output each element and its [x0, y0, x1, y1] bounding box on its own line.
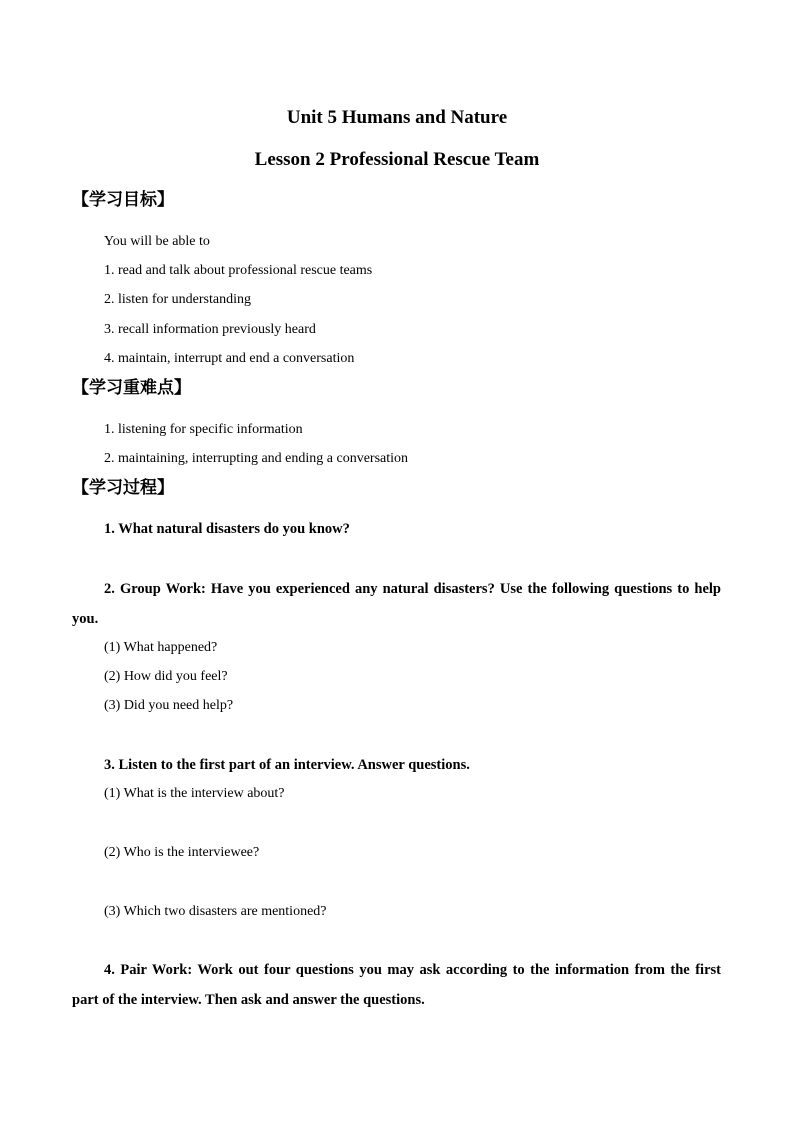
objective-item: 2. listen for understanding — [104, 292, 251, 307]
question-2-text: 2. Group Work: Have you experienced any natural disasters? Use the following questions to help you. — [72, 581, 721, 627]
document-title: Unit 5 Humans and Nature — [286, 107, 508, 128]
question-2 — [72, 574, 721, 634]
question-4-text: 4. Pair Work: Work out four questions you may ask according to the information from the first part of the interview. Then ask and answer the questions. — [72, 962, 721, 1008]
question-3: 3. Listen to the first part of an interview. Answer questions. — [104, 757, 470, 773]
question-2-item: (1) What happened? — [104, 640, 218, 655]
question-1: 1. What natural disasters do you know? — [104, 521, 350, 537]
question-3-item: (2) Who is the interviewee? — [104, 845, 260, 860]
objective-item: 4. maintain, interrupt and end a conversation — [104, 351, 355, 366]
question-2-item: (3) Did you need help? — [104, 698, 234, 713]
key-point-item: 2. maintaining, interrupting and ending a conversation — [104, 451, 409, 466]
question-3-item: (3) Which two disasters are mentioned? — [104, 904, 327, 919]
question-2-item: (2) How did you feel? — [104, 669, 228, 684]
process-heading: 【学习过程】 — [72, 478, 174, 498]
objective-item: 3. recall information previously heard — [104, 322, 316, 337]
objectives-intro: You will be able to — [104, 234, 210, 249]
objectives-heading: 【学习目标】 — [72, 190, 174, 210]
question-4 — [72, 955, 721, 1015]
objective-item: 1. read and talk about professional rescue teams — [104, 263, 373, 278]
question-3-item: (1) What is the interview about? — [104, 786, 285, 801]
key-points-heading: 【学习重难点】 — [72, 378, 191, 398]
lesson-title: Lesson 2 Professional Rescue Team — [254, 149, 540, 170]
key-point-item: 1. listening for specific information — [104, 422, 303, 437]
